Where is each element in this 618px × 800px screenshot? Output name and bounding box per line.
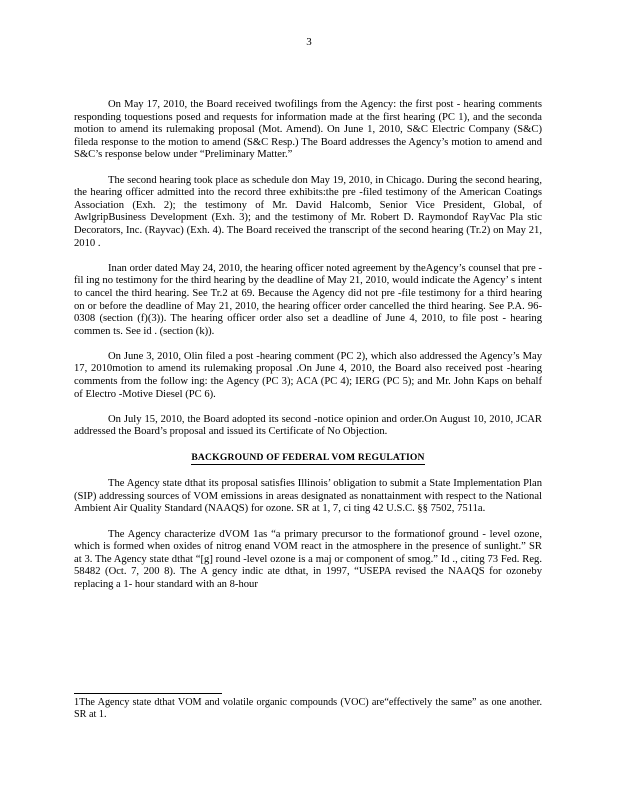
paragraph-1: On May 17, 2010, the Board received twofilings from the Agency: the first post - hearing comments responding toquestions posed and requests for information made at the first hearing (PC 1), and the seconda motion to amend its rulemaking proposal (Mot. Amend). On June 1, 2010, S&C Electric Company (S&C) fileda response to the motion to amend (S&C Resp.) The Board addresses the Agency’s motion to amend and S&C’s response below under “Preliminary Matter.” xyxy=(74,99,542,161)
paragraph-2: The second hearing took place as schedule don May 19, 2010, in Chicago. During the second hearing, the hearing officer admitted into the record three exhibits:the pre -filed testimony of the American Coatings Association (Exh. 2); the testimony of Mr. David Halcomb, Senior Vice President, Global, of AwlgripBusiness Development (Exh. 3); and the testimony of Mr. Robert D. Raymondof RayVac Pla stic Decorators, Inc. (Rayvac) (Exh. 4). The Board received the transcript of the second hearing (Tr.2) on May 21, 2010 . xyxy=(74,174,542,249)
paragraph-4: On June 3, 2010, Olin filed a post -hearing comment (PC 2), which also addressed the Agency’s May 17, 2010motion to amend its rulemaking proposal .On June 4, 2010, the Board also received post -hearing comments from the follow ing: the Agency (PC 3); ACA (PC 4); IERG (PC 5); and Mr. John Kaps on behalf of Electro -Motive Diesel (PC 6). xyxy=(74,350,542,400)
section-heading xyxy=(74,452,542,465)
footnote-divider xyxy=(74,693,222,694)
paragraph-3: Inan order dated May 24, 2010, the hearing officer noted agreement by theAgency’s counsel that pre - fil ing no testimony for the third hearing by the deadline of May 21, 2010, would indicate the Agency’ s intent to cancel the third hearing. See Tr.2 at 69. Because the Agency did not pre -file testimony for a third hearing on or before the deadline of May 21, 2010, the hearing officer order cancelled the third hearing. See P.A. 96-0308 (section (f)(3)). The hearing officer order also set a deadline of June 4, 2010, to file post - hearing commen ts. See id . (section (k)). xyxy=(74,262,542,337)
paragraph-7: The Agency characterize dVOM 1as “a primary precursor to the formationof ground - level ozone, which is formed when oxides of nitrog enand VOM react in the atmosphere in the presence of sunlight.” SR at 3. The Agency state dthat “[g] round -level ozone is a maj or component of smog.” Id ., citing 73 Fed. Reg. 58482 (Oct. 7, 200 8). The A gency indic ate dthat, in 1997, “USEPA revised the NAAQS for ozoneby replacing a 1- hour standard with an 8-hour xyxy=(74,528,542,590)
footnote: 1The Agency state dthat VOM and volatile organic compounds (VOC) are“effectively the same” as one another. SR at 1. xyxy=(74,697,542,721)
paragraph-5: On July 15, 2010, the Board adopted its second -notice opinion and order.On August 10, 2010, JCAR addressed the Board’s proposal and issued its Certificate of No Objection. xyxy=(74,413,542,438)
paragraph-6: The Agency state dthat its proposal satisfies Illinois’ obligation to submit a State Implementation Plan (SIP) addressing sources of VOM emissions in areas designated as nonattainment with respect to the National Ambient Air Quality Standard (NAAQS) for ozone. SR at 1, 7, ci ting 42 U.S.C. §§ 7502, 7511a. xyxy=(74,478,542,515)
page-number: 3 xyxy=(306,36,312,48)
section-heading-text: BACKGROUND OF FEDERAL VOM REGULATION xyxy=(191,451,425,463)
body-text xyxy=(74,99,542,604)
